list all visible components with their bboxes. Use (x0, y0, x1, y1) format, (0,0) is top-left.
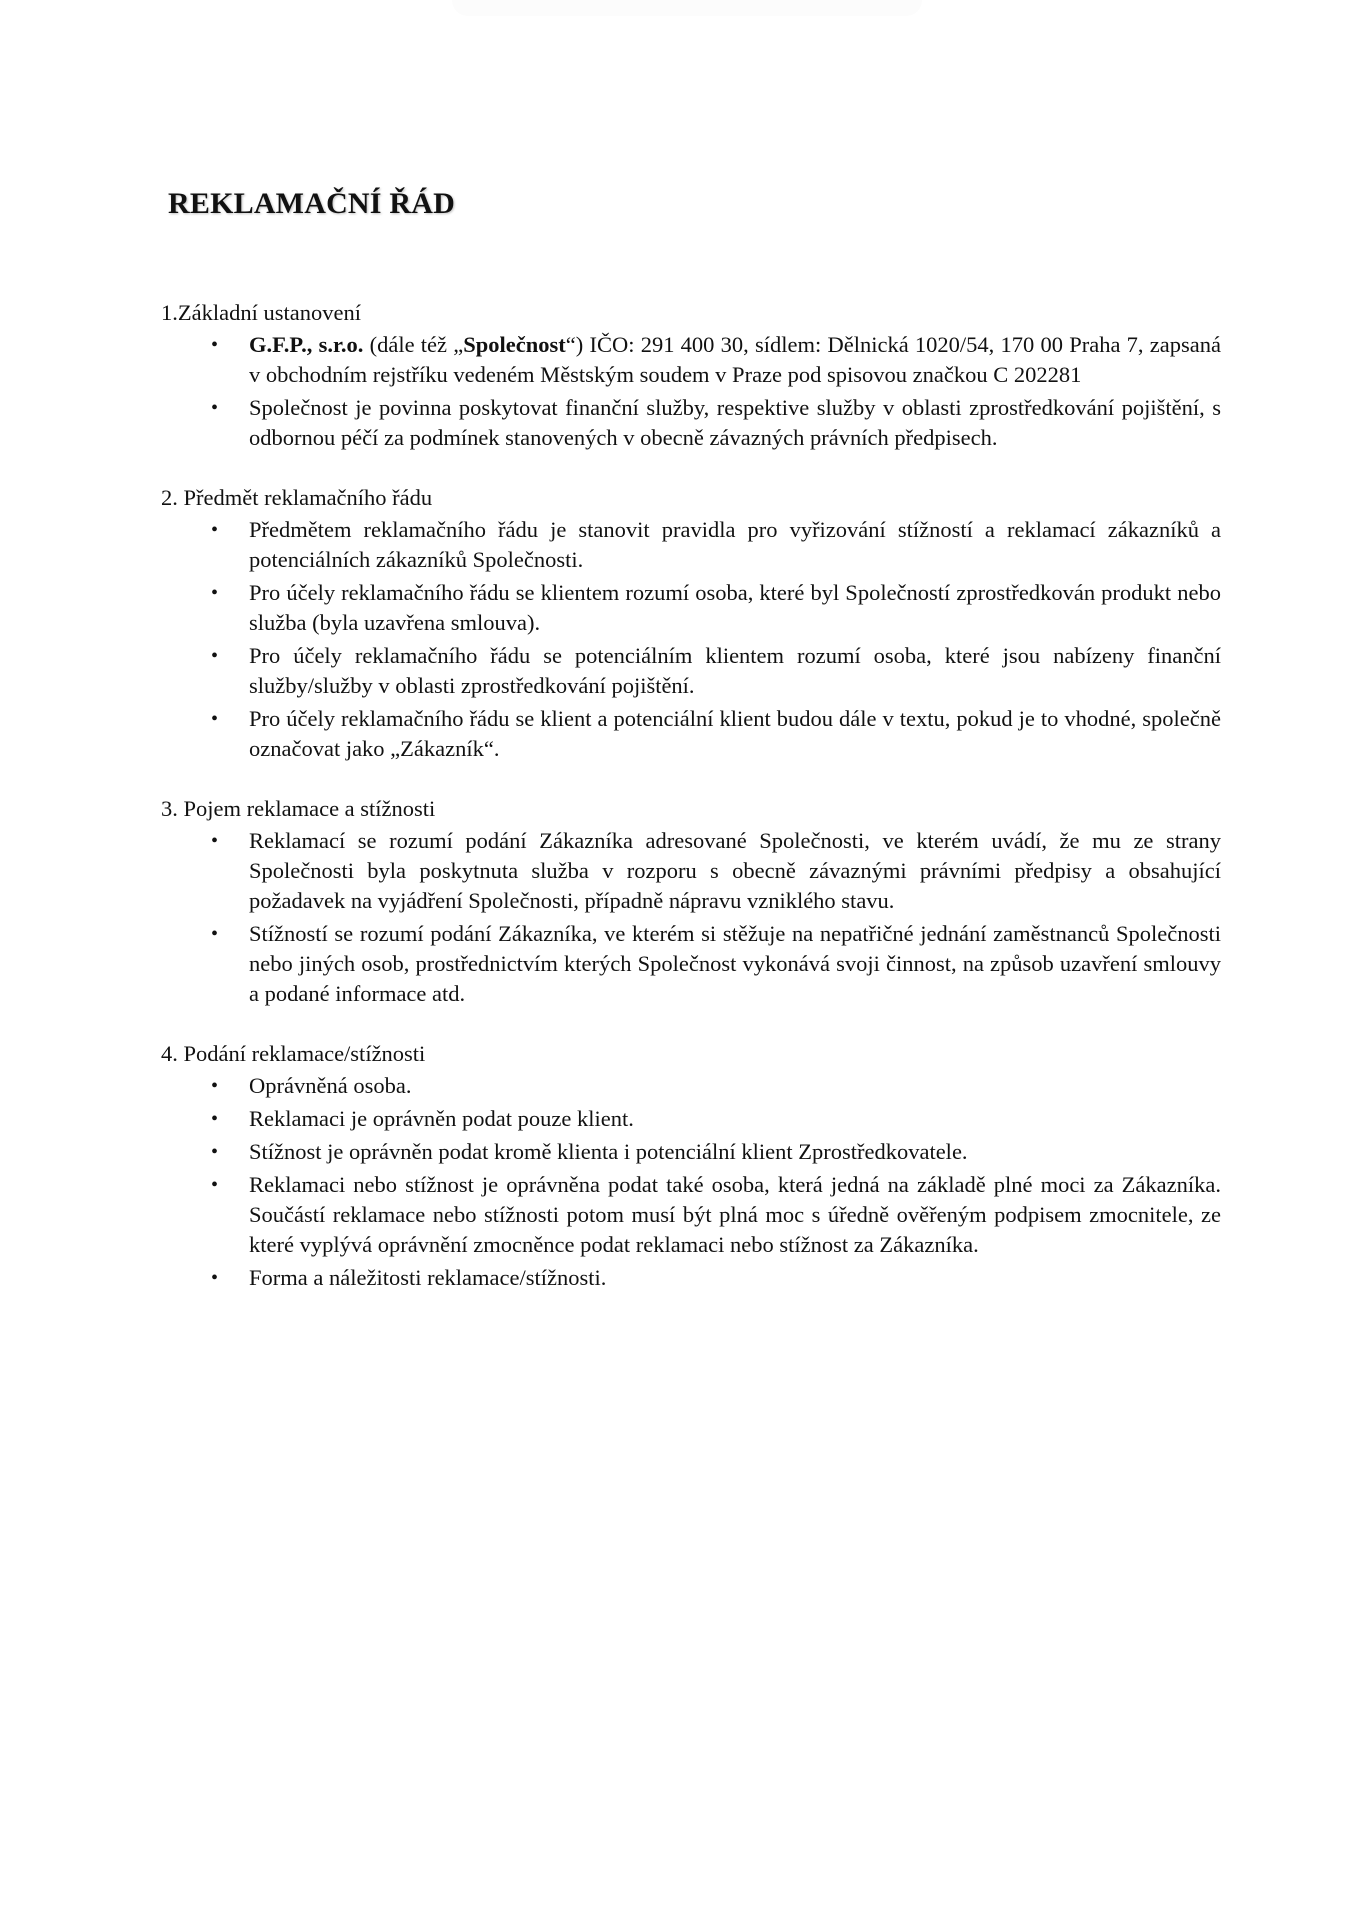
document-title: REKLAMAČNÍ ŘÁD (168, 187, 455, 220)
list-item (161, 1071, 1221, 1101)
item-text: Pro účely reklamačního řádu se klientem rozumí osoba, které byl Společností zprostředkován produkt nebo služba (byla uzavřena smlouva). (249, 580, 1221, 635)
list-item (161, 641, 1221, 701)
document-body (161, 298, 1221, 1323)
item-text: Předmětem reklamačního řádu je stanovit pravidla pro vyřizování stížností a reklamací zákazníků a potenciálních zákazníků Společnosti. (249, 517, 1221, 572)
bullet-icon: • (211, 519, 219, 541)
item-text: “) IČO: 291 400 30, sídlem: Dělnická 1020/54, 170 00 Praha 7, zapsaná v obchodním rejstříku vedeném Městským soudem v Praze pod spisovou značkou C 202281 (249, 332, 1221, 387)
item-text: Oprávněná osoba. (249, 1073, 412, 1098)
bullet-list (161, 330, 1221, 453)
item-text: (dále též „ (363, 332, 464, 357)
list-item (161, 1137, 1221, 1167)
bullet-icon: • (211, 334, 219, 356)
section-definitions (161, 794, 1221, 1009)
defined-term: Společnost (463, 332, 566, 357)
bullet-list (161, 515, 1221, 764)
list-item (161, 1263, 1221, 1293)
list-item (161, 578, 1221, 638)
item-text: Forma a náležitosti reklamace/stížnosti. (249, 1265, 607, 1290)
section-basic-provisions (161, 298, 1221, 453)
list-item (161, 1170, 1221, 1260)
bullet-icon: • (211, 397, 219, 419)
section-subject (161, 483, 1221, 764)
bullet-icon: • (211, 830, 219, 852)
item-text: Reklamaci nebo stížnost je oprávněna podat také osoba, která jedná na základě plné moci za Zákazníka. Součástí reklamace nebo stížnosti potom musí být plná moc s úředně ověřeným podpisem zmocnitele, ze které vyplývá oprávnění zmocněnce podat reklamaci nebo stížnost za Zákazníka. (249, 1172, 1221, 1257)
item-text: Reklamací se rozumí podání Zákazníka adresované Společnosti, ve kterém uvádí, že mu ze strany Společnosti byla poskytnuta služba v rozporu s obecně závaznými právními předpisy a obsahující požadavek na vyjádření Společnosti, případně nápravu vzniklého stavu. (249, 828, 1221, 913)
list-item (161, 919, 1221, 1009)
section-submission (161, 1039, 1221, 1293)
bullet-icon: • (211, 645, 219, 667)
section-heading: 1.Základní ustanovení (161, 300, 361, 325)
bullet-icon: • (211, 1108, 219, 1130)
item-text: Pro účely reklamačního řádu se klient a potenciální klient budou dále v textu, pokud je to vhodné, společně označovat jako „Zákazník“. (249, 706, 1221, 761)
bullet-icon: • (211, 923, 219, 945)
list-item (161, 330, 1221, 390)
item-text: Stížnost je oprávněn podat kromě klienta i potenciální klient Zprostředkovatele. (249, 1139, 968, 1164)
list-item (161, 393, 1221, 453)
bullet-list (161, 826, 1221, 1009)
section-heading: 4. Podání reklamace/stížnosti (161, 1041, 426, 1066)
section-heading: 2. Předmět reklamačního řádu (161, 485, 433, 510)
bullet-list (161, 1071, 1221, 1293)
bullet-icon: • (211, 1075, 219, 1097)
item-text: Reklamaci je oprávněn podat pouze klient. (249, 1106, 634, 1131)
bullet-icon: • (211, 708, 219, 730)
list-item (161, 826, 1221, 916)
company-name: G.F.P., s.r.o. (249, 332, 364, 357)
item-text: Společnost je povinna poskytovat finanční služby, respektive služby v oblasti zprostředkování pojištění, s odbornou péčí za podmínek stanovených v obecně závazných právních předpisech. (249, 395, 1221, 450)
bullet-icon: • (211, 1267, 219, 1289)
list-item (161, 515, 1221, 575)
bullet-icon: • (211, 1141, 219, 1163)
item-text: Stížností se rozumí podání Zákazníka, ve kterém si stěžuje na nepatřičné jednání zaměstnanců Společnosti nebo jiných osob, prostřednictvím kterých Společnost vykonává svoji činnost, na způsob uzavření smlouvy a podané informace atd. (249, 921, 1221, 1006)
bullet-icon: • (211, 582, 219, 604)
bullet-icon: • (211, 1174, 219, 1196)
list-item (161, 704, 1221, 764)
list-item (161, 1104, 1221, 1134)
item-text: Pro účely reklamačního řádu se potenciálním klientem rozumí osoba, které jsou nabízeny finanční služby/služby v oblasti zprostředkování pojištění. (249, 643, 1221, 698)
section-heading: 3. Pojem reklamace a stížnosti (161, 796, 436, 821)
